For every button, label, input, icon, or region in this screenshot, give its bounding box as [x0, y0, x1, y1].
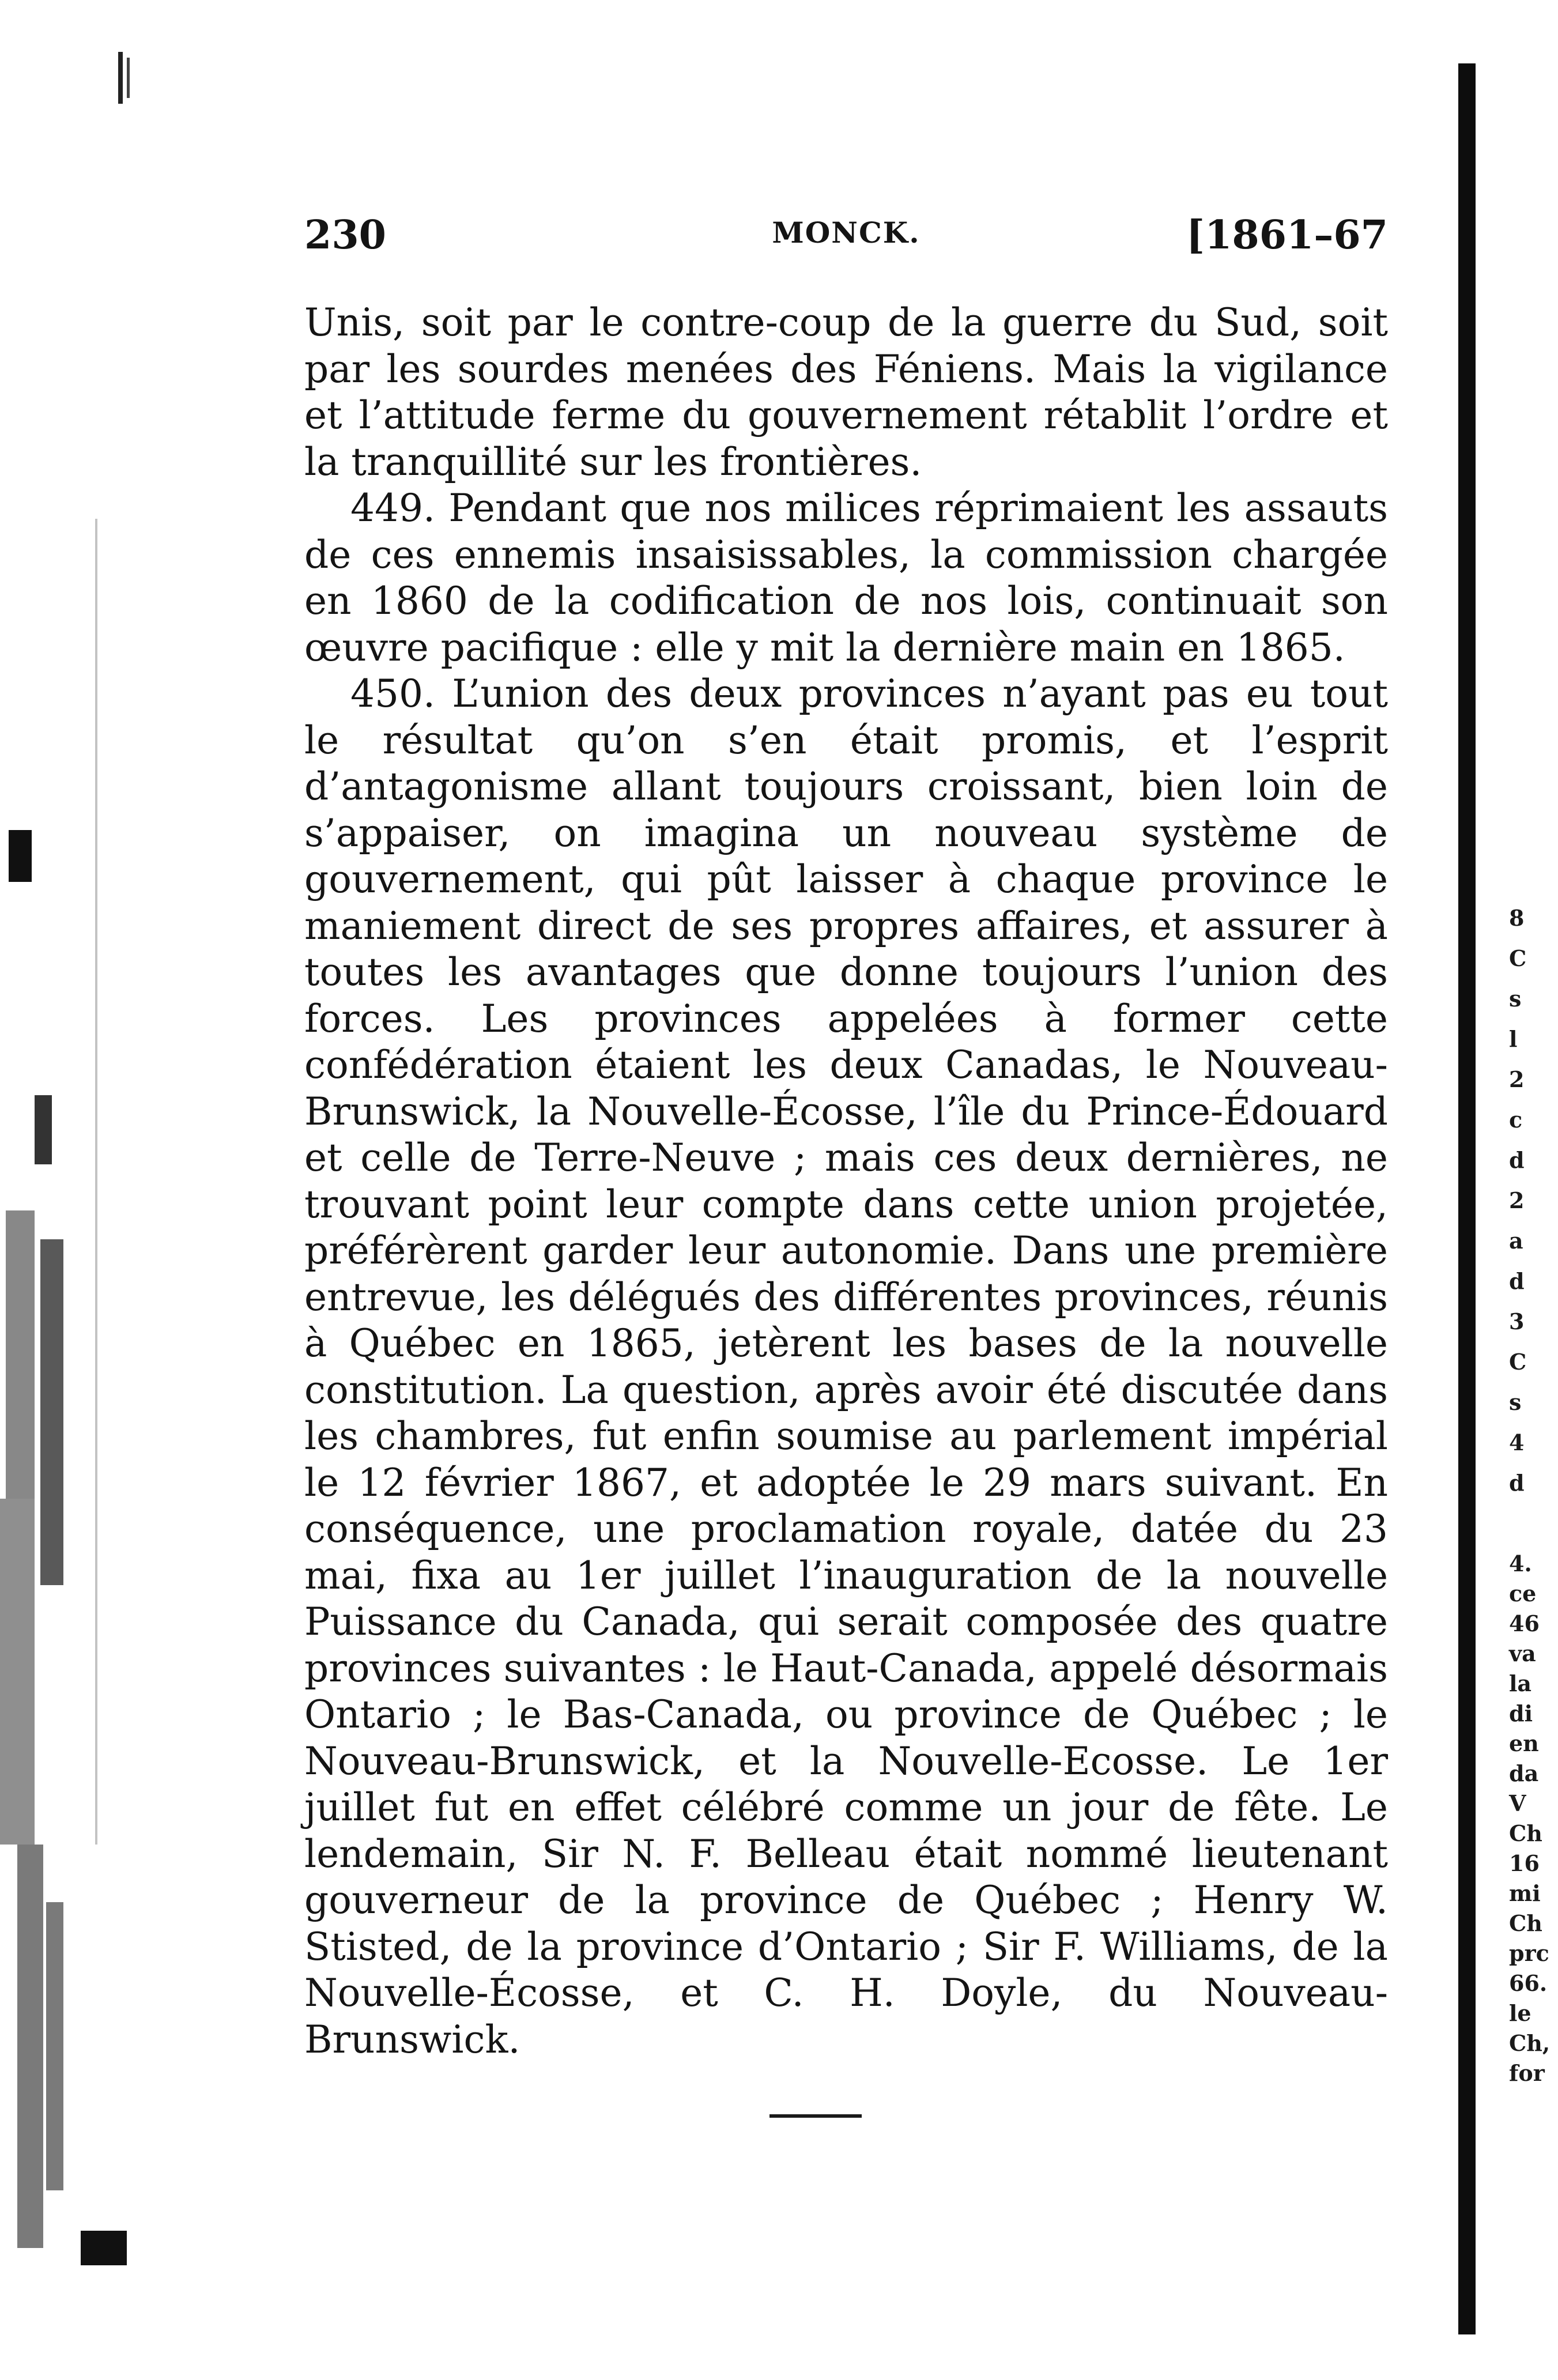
- facing-page-fragment: s: [1509, 1389, 1522, 1415]
- paragraph-continuation: Unis, soit par le contre-coup de la guerre du Sud, soit par les sourdes menées des Féniens. Mais la vigilance et l’attitude ferme du gouvernement rétablit l’ordre et la tranquillité sur les frontières.: [304, 300, 1388, 484]
- facing-page-fragment: 46: [1509, 1610, 1540, 1636]
- paragraph-449: 449. Pendant que nos milices réprimaient les assauts de ces ennemis insaisissables, la commission chargée en 1860 de la codification de nos lois, continuait son œuvre pacifique : elle y mit la dernière main en 1865.: [304, 486, 1388, 670]
- running-dates: [1861–67: [1186, 212, 1388, 258]
- facing-page-fragment: C: [1509, 1349, 1527, 1375]
- facing-page-fragment: di: [1509, 1700, 1533, 1726]
- section-end-rule: [769, 2114, 862, 2118]
- scan-binding-shadow: [0, 0, 150, 2380]
- facing-page-fragment: le: [1509, 2000, 1531, 2026]
- facing-page-fragment: l: [1509, 1026, 1518, 1052]
- facing-page-fragment: s: [1509, 986, 1522, 1012]
- facing-page-fragment: la: [1509, 1670, 1532, 1696]
- facing-page-fragment: Ch,: [1509, 2030, 1551, 2056]
- facing-page-fragment: 16: [1509, 1850, 1540, 1876]
- facing-page-fragment: C: [1509, 945, 1527, 971]
- facing-page-fragment: 3: [1509, 1308, 1525, 1334]
- facing-page-fragment: en: [1509, 1730, 1539, 1756]
- facing-page-fragment: a: [1509, 1228, 1523, 1254]
- facing-page-fragment: d: [1509, 1470, 1525, 1496]
- facing-page-fragment: prc: [1509, 1940, 1549, 1966]
- facing-page-fragment: Ch: [1509, 1910, 1542, 1936]
- facing-page-fragment: d: [1509, 1147, 1525, 1173]
- facing-page-fragment: for: [1509, 2060, 1545, 2086]
- facing-page-fragment: mi: [1509, 1880, 1541, 1906]
- facing-page-fragment: 4.: [1509, 1551, 1532, 1576]
- running-header: [304, 212, 1388, 276]
- facing-page-fragment: 66.: [1509, 1970, 1548, 1996]
- facing-page-fragment: 4: [1509, 1429, 1525, 1455]
- facing-page-fragment: ce: [1509, 1581, 1537, 1606]
- facing-page-fragment: 2: [1509, 1066, 1525, 1092]
- facing-page-fragment: 8: [1509, 905, 1525, 931]
- page-number: 230: [304, 212, 386, 258]
- facing-page-fragment: 2: [1509, 1187, 1525, 1213]
- facing-page-fragment: c: [1509, 1107, 1523, 1133]
- facing-page-fragments: [1497, 0, 1558, 2380]
- page-body: [304, 300, 1388, 2063]
- paragraph-450: 450. L’union des deux provinces n’ayant pas eu tout le résultat qu’on s’en était promis, et l’esprit d’antagonisme allant toujours croissant, bien loin de s’appaiser, on imagina un nouveau système de gouvernement, qui pût laisser à chaque province le maniement direct de ses propres affaires, et assurer à toutes les avantages que donne toujours l’union des forces. Les provinces appelées à former cette confédération étaient les deux Canadas, le Nouveau-Brunswick, la Nouvelle-Écosse, l’île du Prince-Édouard et celle de Terre-Neuve ; mais ces deux dernières, ne trouvant point leur compte dans cette union projetée, préférèrent garder leur autonomie. Dans une première entrevue, les délégués des différentes provinces, réunis à Québec en 1865, jetèrent les bases de la nouvelle constitution. La question, après avoir été discutée dans les chambres, fut enfin soumise au parlement impérial le 12 février 1867, et adoptée le 29 mars suivant. En conséquence, une proclamation royale, datée du 23 mai, fixa au 1er juillet l’inauguration de la nouvelle Puissance du Canada, qui serait composée des quatre provinces suivantes : le Haut-Canada, appelé désormais Ontario ; le Bas-Canada, ou province de Québec ; le Nouveau-Brunswick, et la Nouvelle-Ecosse. Le 1er juillet fut en effet célébré comme un jour de fête. Le lendemain, Sir N. F. Belleau était nommé lieutenant gouverneur de la province de Québec ; Henry W. Stisted, de la province d’Ontario ; Sir F. Williams, de la Nouvelle-Écosse, et C. H. Doyle, du Nouveau-Brunswick.: [304, 672, 1388, 2062]
- facing-page-fragment: Ch: [1509, 1820, 1542, 1846]
- facing-page-fragment: da: [1509, 1760, 1539, 1786]
- facing-page-fragment: d: [1509, 1268, 1525, 1294]
- facing-page-fragment: V: [1509, 1790, 1526, 1816]
- page-edge-shadow: [1458, 63, 1476, 2334]
- facing-page-fragment: va: [1509, 1640, 1536, 1666]
- running-title: MONCK.: [772, 216, 921, 250]
